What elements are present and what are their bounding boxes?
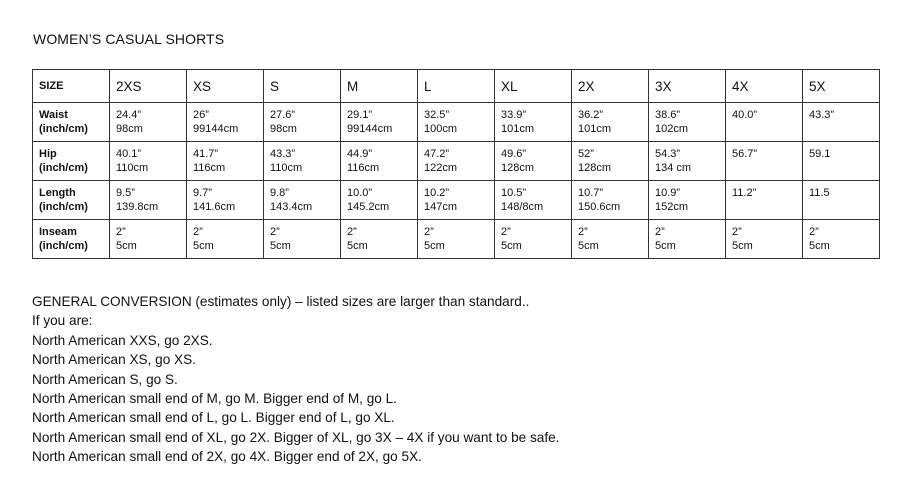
inch-value: 44.9” [347, 148, 373, 160]
inch-value: 2” [424, 226, 434, 238]
conversion-notes [32, 292, 559, 467]
inch-value: 9.5” [116, 187, 135, 199]
page-title: WOMEN’S CASUAL SHORTS [33, 31, 225, 47]
table-header-row [33, 70, 880, 103]
inch-value: 11.2” [732, 187, 757, 199]
cm-value: 152cm [655, 201, 689, 213]
cm-value: 99144cm [347, 123, 393, 135]
cm-value: 100cm [424, 123, 458, 135]
table-cell [187, 220, 264, 259]
inch-value: 2” [193, 226, 203, 238]
table-cell [418, 103, 495, 142]
table-cell [572, 181, 649, 220]
inch-value: 2” [501, 226, 511, 238]
cm-value: 110cm [270, 162, 303, 174]
table-cell [341, 220, 418, 259]
inch-value: 2” [809, 226, 819, 238]
inch-value: 24.4” [116, 109, 142, 121]
cm-value: 5cm [193, 240, 214, 252]
inch-value: 40.1” [116, 148, 142, 160]
size-column-header: M [341, 70, 418, 103]
size-column-header: 2X [572, 70, 649, 103]
cm-value: 128cm [501, 162, 535, 174]
cm-value: 5cm [270, 240, 291, 252]
measurement-label [33, 142, 110, 181]
cm-value: 5cm [732, 240, 753, 252]
inch-value: 10.7” [578, 187, 604, 199]
inch-value: 29.1” [347, 109, 373, 121]
inch-value: 49.6” [501, 148, 527, 160]
cm-value: 5cm [655, 240, 676, 252]
cm-value: 5cm [347, 240, 368, 252]
inch-value: 2” [578, 226, 588, 238]
table-cell [803, 142, 880, 181]
inch-value: 32.5” [424, 109, 450, 121]
table-cell [572, 220, 649, 259]
cm-value: 101cm [501, 123, 535, 135]
note-line: North American small end of 2X, go 4X. Bigger end of 2X, go 5X. [32, 449, 422, 465]
cm-value: 101cm [578, 123, 612, 135]
table-cell [649, 103, 726, 142]
inch-value: 10.2” [424, 187, 450, 199]
cm-value: 99144cm [193, 123, 239, 135]
table-cell [726, 220, 803, 259]
size-column-header: 4X [726, 70, 803, 103]
note-line: North American small end of M, go M. Bigger end of M, go L. [32, 391, 397, 407]
note-line: North American XS, go XS. [32, 352, 196, 368]
inch-value: 9.8” [270, 187, 289, 199]
inch-value: 2” [655, 226, 665, 238]
table-cell [572, 103, 649, 142]
inch-value: 9.7” [193, 187, 212, 199]
table-cell [418, 220, 495, 259]
cm-value: 122cm [424, 162, 458, 174]
table-cell [572, 142, 649, 181]
note-line: North American S, go S. [32, 371, 178, 387]
table-cell [726, 103, 803, 142]
inch-value: 43.3” [270, 148, 296, 160]
cm-value: 150.6cm [578, 201, 621, 213]
measurement-label [33, 181, 110, 220]
table-row [33, 181, 880, 220]
table-cell [264, 220, 341, 259]
cm-value: 98cm [116, 123, 143, 135]
note-line: North American small end of L, go L. Bigger end of L, go XL. [32, 410, 395, 426]
cm-value: 5cm [116, 240, 137, 252]
measurement-label [33, 220, 110, 259]
inch-value: 43.3” [809, 109, 835, 121]
inch-value: 36.2” [578, 109, 604, 121]
table-cell [803, 220, 880, 259]
cm-value: 5cm [501, 240, 522, 252]
cm-value: 141.6cm [193, 201, 236, 213]
table-cell [418, 142, 495, 181]
inch-value: 10.5” [501, 187, 527, 199]
inch-value: 2” [116, 226, 126, 238]
table-cell [341, 103, 418, 142]
table-row [33, 103, 880, 142]
measurement-unit: (inch/cm) [39, 162, 88, 174]
table-cell [803, 181, 880, 220]
table-cell [264, 142, 341, 181]
measurement-unit: (inch/cm) [39, 201, 88, 213]
size-column-header: 5X [803, 70, 880, 103]
cm-value: 110cm [116, 162, 149, 174]
size-chart-table [32, 69, 880, 259]
table-row [33, 220, 880, 259]
inch-value: 33.9” [501, 109, 527, 121]
cm-value: 5cm [424, 240, 445, 252]
table-cell [110, 142, 187, 181]
table-cell [264, 103, 341, 142]
cm-value: 128cm [578, 162, 612, 174]
table-cell [726, 142, 803, 181]
table-cell [341, 181, 418, 220]
inch-value: 38.6” [655, 109, 681, 121]
cm-value: 145.2cm [347, 201, 390, 213]
inch-value: 26” [193, 109, 209, 121]
table-cell [264, 181, 341, 220]
cm-value: 116cm [347, 162, 380, 174]
table-cell [495, 181, 572, 220]
inch-value: 10.0” [347, 187, 373, 199]
inch-value: 2” [347, 226, 357, 238]
size-column-header: XL [495, 70, 572, 103]
table-cell [110, 103, 187, 142]
size-header-label: SIZE [33, 70, 110, 103]
inch-value: 59.1 [809, 148, 831, 160]
inch-value: 11.5 [809, 187, 830, 199]
cm-value: 5cm [809, 240, 830, 252]
size-column-header: XS [187, 70, 264, 103]
inch-value: 40.0” [732, 109, 758, 121]
size-column-header: 3X [649, 70, 726, 103]
table-cell [187, 181, 264, 220]
note-line: North American small end of XL, go 2X. Bigger of XL, go 3X – 4X if you want to be safe. [32, 429, 560, 445]
cm-value: 139.8cm [116, 201, 159, 213]
table-cell [110, 181, 187, 220]
measurement-name: Length [39, 187, 76, 199]
table-row [33, 142, 880, 181]
measurement-name: Hip [39, 148, 57, 160]
table-cell [649, 181, 726, 220]
measurement-name: Inseam [39, 226, 77, 238]
measurement-name: Waist [39, 109, 68, 121]
cm-value: 102cm [655, 123, 689, 135]
measurement-unit: (inch/cm) [39, 240, 88, 252]
table-cell [187, 103, 264, 142]
cm-value: 147cm [424, 201, 458, 213]
table-cell [649, 220, 726, 259]
note-line: If you are: [32, 313, 93, 329]
inch-value: 47.2” [424, 148, 450, 160]
inch-value: 2” [732, 226, 742, 238]
table-cell [495, 220, 572, 259]
size-column-header: S [264, 70, 341, 103]
size-column-header: L [418, 70, 495, 103]
cm-value: 134 cm [655, 162, 692, 174]
table-cell [418, 181, 495, 220]
size-column-header: 2XS [110, 70, 187, 103]
inch-value: 2” [270, 226, 280, 238]
table-cell [803, 103, 880, 142]
cm-value: 148/8cm [501, 201, 544, 213]
inch-value: 56.7” [732, 148, 758, 160]
table-cell [726, 181, 803, 220]
table-cell [110, 220, 187, 259]
cm-value: 143.4cm [270, 201, 313, 213]
cm-value: 98cm [270, 123, 297, 135]
inch-value: 27.6” [270, 109, 296, 121]
table-cell [187, 142, 264, 181]
table-cell [495, 103, 572, 142]
inch-value: 52” [578, 148, 594, 160]
measurement-unit: (inch/cm) [39, 123, 88, 135]
note-line: GENERAL CONVERSION (estimates only) – listed sizes are larger than standard.. [32, 294, 530, 309]
table-cell [649, 142, 726, 181]
inch-value: 54.3” [655, 148, 681, 160]
inch-value: 10.9” [655, 187, 681, 199]
cm-value: 116cm [193, 162, 226, 174]
note-line: North American XXS, go 2XS. [32, 332, 213, 348]
inch-value: 41.7” [193, 148, 219, 160]
cm-value: 5cm [578, 240, 599, 252]
table-cell [341, 142, 418, 181]
table-cell [495, 142, 572, 181]
measurement-label [33, 103, 110, 142]
